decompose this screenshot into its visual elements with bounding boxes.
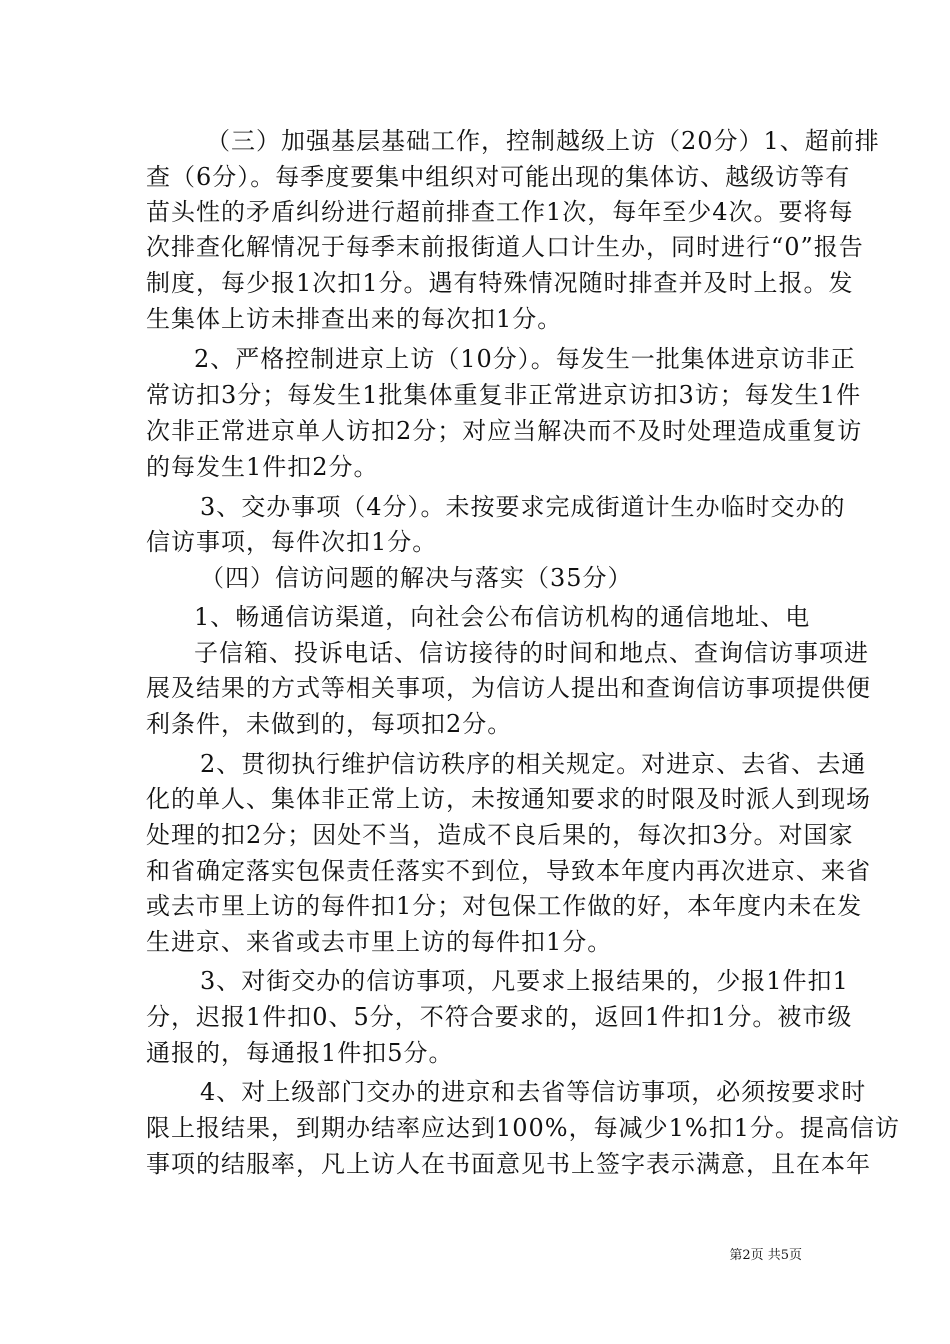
text-line: 展及结果的方式等相关事项，为信访人提出和查询信访事项提供便	[146, 674, 871, 702]
text-line: 限上报结果，到期办结率应达到100%，每减少1%扣1分。提高信访	[146, 1114, 900, 1142]
text-line: 常访扣3分；每发生1批集体重复非正常进京访扣3访；每发生1件	[146, 381, 862, 409]
text-line: 苗头性的矛盾纠纷进行超前排查工作1次，每年至少4次。要将每	[146, 198, 854, 226]
text-line: 或去市里上访的每件扣1分；对包保工作做的好，本年度内未在发	[146, 892, 863, 920]
text-line: 1、畅通信访渠道，向社会公布信访机构的通信地址、电	[194, 603, 811, 631]
text-line: 2、严格控制进京上访（10分）。每发生一批集体进京访非正	[194, 345, 856, 373]
text-line: 3、交办事项（4分）。未按要求完成街道计生办临时交办的	[200, 493, 846, 521]
text-line: 2、贯彻执行维护信访秩序的相关规定。对进京、去省、去通	[200, 750, 867, 778]
text-line: 通报的，每通报1件扣5分。	[146, 1039, 454, 1067]
text-line: 制度，每少报1次扣1分。遇有特殊情况随时排查并及时上报。发	[146, 269, 854, 297]
text-line: 生进京、来省或去市里上访的每件扣1分。	[146, 928, 613, 956]
text-line: 化的单人、集体非正常上访，未按通知要求的时限及时派人到现场	[146, 785, 871, 813]
text-line: 3、对街交办的信访事项，凡要求上报结果的，少报1件扣1	[200, 967, 849, 995]
text-line: 4、对上级部门交办的进京和去省等信访事项，必须按要求时	[200, 1078, 867, 1106]
text-line: 次非正常进京单人访扣2分；对应当解决而不及时处理造成重复访	[146, 417, 863, 445]
text-line: 的每发生1件扣2分。	[146, 453, 379, 481]
text-line: 次排查化解情况于每季末前报街道人口计生办，同时进行“0”报告	[146, 233, 864, 261]
text-line: 和省确定落实包保责任落实不到位，导致本年度内再次进京、来省	[146, 857, 871, 885]
text-line: （三）加强基层基础工作，控制越级上访（20分）1、超前排	[206, 127, 880, 155]
text-line: 利条件，未做到的，每项扣2分。	[146, 710, 513, 738]
section-heading: （四）信访问题的解决与落实（35分）	[200, 564, 633, 592]
text-line: 生集体上访未排查出来的每次扣1分。	[146, 305, 563, 333]
text-line: 信访事项，每件次扣1分。	[146, 528, 438, 556]
text-line: 子信箱、投诉电话、信访接待的时间和地点、查询信访事项进	[194, 639, 869, 667]
text-line: 事项的结服率，凡上访人在书面意见书上签字表示满意，且在本年	[146, 1150, 871, 1178]
text-line: 处理的扣2分；因处不当，造成不良后果的，每次扣3分。对国家	[146, 821, 854, 849]
text-line: 查（6分）。每季度要集中组织对可能出现的集体访、越级访等有	[146, 163, 851, 191]
page-number: 第2页 共5页	[729, 1248, 802, 1263]
text-line: 分，迟报1件扣0、5分，不符合要求的，返回1件扣1分。被市级	[146, 1003, 853, 1031]
